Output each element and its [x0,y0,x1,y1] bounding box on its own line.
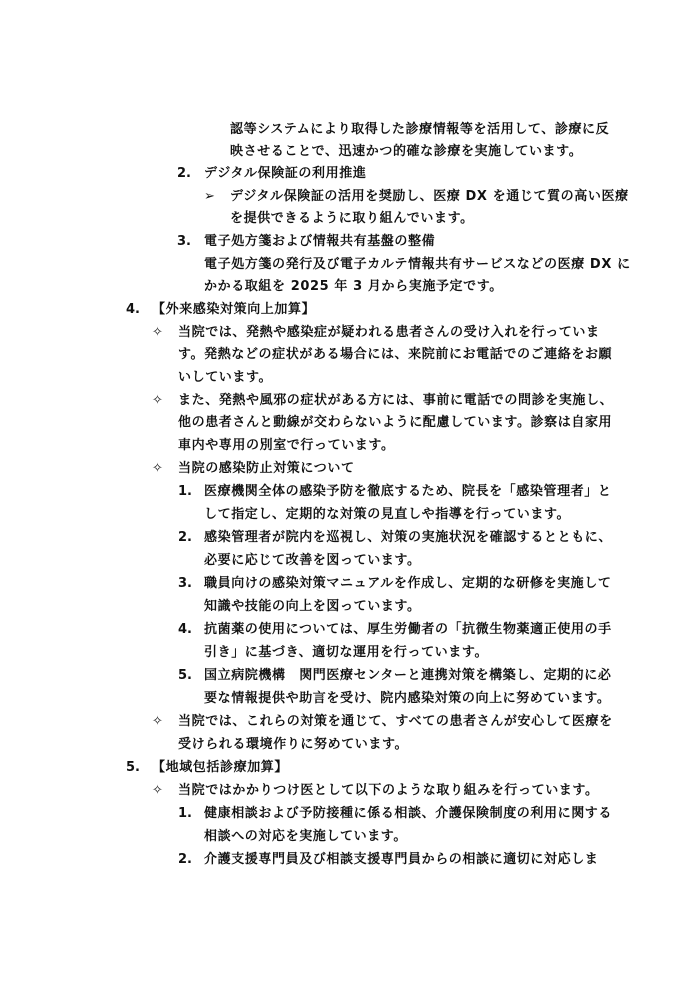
s5-item-1-number: 1. [178,806,192,821]
section4-title: 【外来感染対策向上加算】 [152,302,316,317]
s5-item-1-line-1: 健康相談および予防接種に係る相談、介護保険制度の利用に関する [204,806,613,821]
measure-2-line-2: 必要に応じて改善を図っています。 [204,553,421,568]
measure-2-line-1: 感染管理者が院内を巡視し、対策の実施状況を確認するとともに、 [204,530,613,545]
s4-bullet1-line-2: す。発熱などの症状がある場合には、来院前にお電話でのご連絡をお願 [178,347,613,362]
s4-closing-line-1: 当院では、これらの対策を通じて、すべての患者さんが安心して医療を [178,714,613,729]
section4-number: 4. [126,302,140,317]
s4-bullet1-line-3: いしています。 [178,370,273,385]
sub2-title: デジタル保険証の利用推進 [204,166,367,181]
s4-bullet2-line-1: また、発熱や風邪の症状がある方には、事前に電話での問診を実施し、 [178,393,614,408]
s5-item-2-number: 2. [178,852,192,867]
s5-bullet-line-1: 当院ではかかりつけ医として以下のような取り組みを行っています。 [178,783,599,798]
s4-bullet2-line-3: 車内や専用の別室で行っています。 [178,438,395,453]
sub3-body-line-1: 電子処方箋の発行及び電子カルテ情報共有サービスなどの医療 DX に [204,257,631,272]
sub1-cont-line-1: 認等システムにより取得した診療情報等を活用して、診療に反 [230,122,610,137]
sub3-number: 3. [177,234,191,249]
diamond-bullet-icon: ✧ [152,393,163,408]
sub3-body-line-2: かかる取組を 2025 年 3 月から実施予定です。 [204,279,503,294]
s4-closing-line-2: 受けられる環境作りに努めています。 [178,737,409,752]
measure-4-number: 4. [178,622,192,637]
measure-5-line-1: 国立病院機構 関門医療センターと連携対策を構築し、定期的に必 [204,668,612,683]
measure-1-line-1: 医療機関全体の感染予防を徹底するため、院長を「感染管理者」と [204,484,612,499]
s5-item-2-line-1: 介護支援専門員及び相談支援専門員からの相談に適切に対応しま [204,852,599,867]
measure-1-number: 1. [178,484,192,499]
measure-4-line-1: 抗菌薬の使用については、厚生労働者の「抗微生物薬適正使用の手 [204,622,612,637]
section5-title: 【地域包括診療加算】 [152,760,289,775]
section5-number: 5. [126,760,140,775]
measure-5-number: 5. [178,668,192,683]
s4-bullet1-line-1: 当院では、発熱や感染症が疑われる患者さんの受け入れを行っていま [178,325,600,340]
sub2-number: 2. [177,166,191,181]
measure-4-line-2: 引き」に基づき、適切な運用を行っています。 [204,645,489,660]
triangle-bullet-icon: ➢ [204,189,215,204]
diamond-bullet-icon: ✧ [152,783,163,798]
measure-3-line-2: 知識や技能の向上を図っています。 [204,599,421,614]
measure-3-number: 3. [178,576,192,591]
sub2-bullet-line-1: デジタル保険証の活用を奨励し、医療 DX を通じて質の高い医療 [230,189,629,204]
measure-5-line-2: 要な情報提供や助言を受け、院内感染対策の向上に努めています。 [204,691,611,706]
sub2-bullet-line-2: を提供できるように取り組んでいます。 [230,211,474,226]
s4-bullet3-line-1: 当院の感染防止対策について [178,461,355,476]
diamond-bullet-icon: ✧ [152,461,163,476]
sub1-cont-line-2: 映させることで、迅速かつ的確な診療を実施しています。 [230,144,583,159]
diamond-bullet-icon: ✧ [152,714,163,729]
measure-2-number: 2. [178,530,192,545]
diamond-bullet-icon: ✧ [152,325,163,340]
s4-bullet2-line-2: 他の患者さんと動線が交わらないように配慮しています。診察は自家用 [178,415,613,430]
measure-1-line-2: して指定し、定期的な対策の見直しや指導を行っています。 [204,507,571,522]
s5-item-1-line-2: 相談への対応を実施しています。 [204,829,407,844]
measure-3-line-1: 職員向けの感染対策マニュアルを作成し、定期的な研修を実施して [204,576,612,591]
sub3-title: 電子処方箋および情報共有基盤の整備 [204,234,436,249]
